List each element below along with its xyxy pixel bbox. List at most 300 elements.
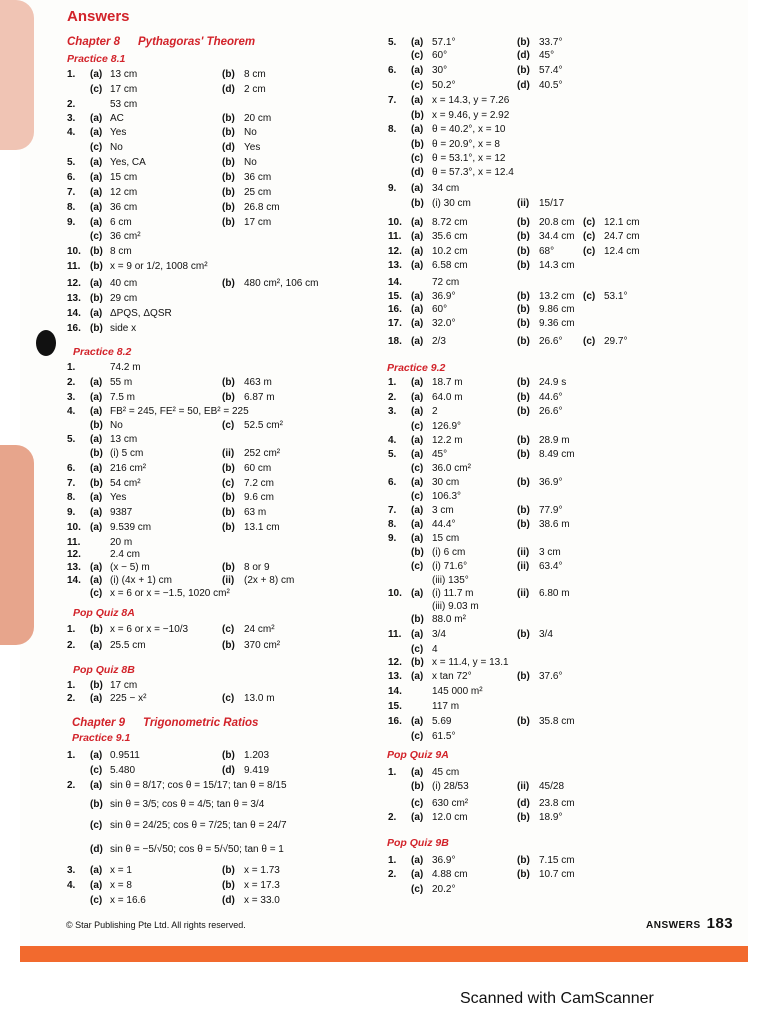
answer-value: 12.2 m [432, 435, 463, 446]
question-number: 18. [388, 336, 402, 347]
answer-value: 35.8 cm [539, 716, 575, 727]
answer-value: 38.6 m [539, 519, 570, 530]
question-number: 14. [67, 308, 81, 319]
question-number: 17. [388, 318, 402, 329]
part-label: (b) [517, 716, 530, 727]
part-label: (c) [583, 217, 596, 228]
part-label: (a) [90, 113, 103, 124]
part-label: (b) [222, 522, 235, 533]
part-label: (b) [517, 392, 530, 403]
part-label: (a) [90, 69, 103, 80]
answer-value: θ = 53.1°, x = 12 [432, 153, 506, 164]
answer-value: 54 cm² [110, 478, 141, 489]
answer-value: 8 cm [110, 246, 132, 257]
part-label: (a) [90, 217, 103, 228]
answer-value: ΔPQS, ΔQSR [110, 308, 172, 319]
part-label: (ii) [517, 561, 530, 572]
answer-value: x = 11.4, y = 13.1 [432, 657, 509, 668]
page-heading: Answers [67, 8, 130, 25]
question-number: 1. [67, 624, 76, 635]
answer-value: 40.5° [539, 80, 563, 91]
copyright-note: © Star Publishing Pte Ltd. All rights reserved. [66, 920, 246, 930]
part-label: (b) [517, 671, 530, 682]
answer-value: 12 cm [110, 187, 138, 198]
part-label: (c) [583, 291, 596, 302]
answer-value: 60 cm [244, 463, 272, 474]
part-label: (b) [222, 507, 235, 518]
part-label: (c) [90, 588, 103, 599]
answer-value: (iii) 9.03 m [432, 601, 479, 612]
part-label: (a) [411, 217, 424, 228]
answer-value: 44.4° [432, 519, 456, 530]
part-label: (b) [411, 781, 424, 792]
part-label: (b) [517, 336, 530, 347]
part-label: (c) [411, 798, 424, 809]
part-label: (d) [222, 765, 235, 776]
question-number: 5. [388, 37, 397, 48]
chapter-8-title: Pythagoras' Theorem [138, 36, 256, 48]
part-label: (b) [90, 624, 103, 635]
part-label: (a) [90, 522, 103, 533]
answers-label: ANSWERS [646, 920, 701, 931]
part-label: (b) [222, 157, 235, 168]
part-label: (b) [517, 519, 530, 530]
answer-value: 25.5 cm [110, 640, 146, 651]
answer-value: 20 m [110, 537, 133, 548]
answer-value: 36 cm [110, 202, 138, 213]
part-label: (a) [90, 434, 103, 445]
answer-value: (x − 5) m [110, 562, 150, 573]
question-number: 16. [388, 716, 402, 727]
answer-value: FB² = 245, FE² = 50, EB² = 225 [110, 406, 249, 417]
answer-value: 9.36 cm [539, 318, 575, 329]
part-label: (a) [411, 477, 424, 488]
part-label: (a) [90, 187, 103, 198]
answer-value: 17 cm [244, 217, 272, 228]
answer-value: 9387 [110, 507, 133, 518]
chapter-8-label: Chapter 8 [67, 36, 121, 48]
question-number: 12. [388, 246, 402, 257]
part-label: (a) [411, 533, 424, 544]
answer-value: 44.6° [539, 392, 563, 403]
part-label: (b) [90, 799, 103, 810]
part-label: (b) [222, 187, 235, 198]
question-number: 12. [67, 549, 81, 560]
answer-value: x = 8 [110, 880, 132, 891]
answer-value: (i) 11.7 m [432, 588, 474, 599]
finger-bottom [0, 445, 34, 645]
answer-value: 145 000 m² [432, 686, 483, 697]
page-footer [646, 915, 733, 932]
answer-value: 10.7 cm [539, 869, 575, 880]
part-label: (a) [411, 260, 424, 271]
answer-value: 15/17 [539, 198, 565, 209]
question-number: 7. [388, 95, 397, 106]
part-label: (d) [90, 844, 103, 855]
part-label: (a) [90, 377, 103, 388]
part-label: (b) [517, 65, 530, 76]
question-number: 6. [67, 463, 76, 474]
answer-value: 3/4 [432, 629, 446, 640]
question-number: 1. [388, 855, 397, 866]
part-label: (c) [411, 561, 424, 572]
part-label: (b) [411, 198, 424, 209]
answer-value: 106.3° [432, 491, 462, 502]
part-label: (b) [222, 127, 235, 138]
part-label: (a) [411, 65, 424, 76]
part-label: (b) [411, 547, 424, 558]
answer-value: 13.1 cm [244, 522, 280, 533]
part-label: (a) [411, 588, 424, 599]
part-label: (c) [90, 142, 103, 153]
part-label: (a) [411, 95, 424, 106]
part-label: (b) [222, 492, 235, 503]
question-number: 1. [388, 377, 397, 388]
question-number: 8. [388, 124, 397, 135]
part-label: (a) [411, 291, 424, 302]
question-number: 11. [388, 629, 402, 640]
part-label: (a) [411, 37, 424, 48]
part-label: (c) [90, 84, 103, 95]
part-label: (b) [517, 304, 530, 315]
part-label: (a) [90, 750, 103, 761]
part-label: (a) [90, 172, 103, 183]
question-number: 4. [388, 435, 397, 446]
part-label: (c) [222, 478, 235, 489]
answer-value: 32.0° [432, 318, 456, 329]
question-number: 1. [67, 750, 76, 761]
question-number: 1. [67, 362, 76, 373]
part-label: (c) [411, 463, 424, 474]
answer-value: 225 − x² [110, 693, 147, 704]
question-number: 2. [388, 392, 397, 403]
part-label: (b) [90, 680, 103, 691]
part-label: (a) [411, 505, 424, 516]
part-label: (b) [222, 202, 235, 213]
answer-value: (i) 30 cm [432, 198, 471, 209]
answer-value: 64.0 m [432, 392, 463, 403]
part-label: (d) [517, 80, 530, 91]
answer-value: 28.9 m [539, 435, 570, 446]
answer-value: 8 or 9 [244, 562, 270, 573]
part-label: (a) [90, 693, 103, 704]
answer-value: 45 cm [432, 767, 460, 778]
question-number: 2. [67, 780, 76, 791]
answer-value: 2 [432, 406, 438, 417]
question-number: 3. [67, 865, 76, 876]
part-label: (b) [90, 261, 103, 272]
answer-value: 6.87 m [244, 392, 275, 403]
answer-value: 52.5 cm² [244, 420, 283, 431]
answer-value: x = 6 or x = −1.5, 1020 cm² [110, 588, 230, 599]
part-label: (d) [222, 84, 235, 95]
answer-value: 14.3 cm [539, 260, 575, 271]
answer-value: 20.8 cm [539, 217, 575, 228]
question-number: 6. [67, 172, 76, 183]
part-label: (c) [222, 624, 235, 635]
part-label: (b) [222, 392, 235, 403]
question-number: 8. [388, 519, 397, 530]
question-number: 11. [67, 537, 81, 548]
answer-value: 63 m [244, 507, 267, 518]
part-label: (a) [90, 575, 103, 586]
part-label: (ii) [517, 547, 530, 558]
part-label: (c) [90, 820, 103, 831]
part-label: (ii) [517, 781, 530, 792]
question-number: 2. [388, 869, 397, 880]
answer-value: 6 cm [110, 217, 132, 228]
answer-value: 126.9° [432, 421, 462, 432]
answer-value: 33.7° [539, 37, 563, 48]
answer-value: 2 cm [244, 84, 266, 95]
part-label: (b) [222, 377, 235, 388]
answer-value: 34.4 cm [539, 231, 575, 242]
answer-value: 24.7 cm [604, 231, 640, 242]
answer-value: 26.6° [539, 336, 563, 347]
answer-value: (2x + 8) cm [244, 575, 295, 586]
question-number: 13. [67, 293, 81, 304]
answer-value: 9.6 cm [244, 492, 275, 503]
question-number: 10. [67, 522, 81, 533]
question-number: 1. [67, 69, 76, 80]
question-number: 11. [388, 231, 402, 242]
camscanner-watermark: Scanned with CamScanner [460, 990, 654, 1007]
answer-value: 63.4° [539, 561, 563, 572]
answer-value: 57.1° [432, 37, 456, 48]
question-number: 14. [388, 277, 402, 288]
question-number: 16. [67, 323, 81, 334]
part-label: (a) [90, 392, 103, 403]
part-label: (a) [90, 157, 103, 168]
part-label: (a) [90, 640, 103, 651]
part-label: (b) [517, 37, 530, 48]
part-label: (b) [222, 217, 235, 228]
question-number: 13. [67, 562, 81, 573]
part-label: (b) [517, 449, 530, 460]
part-label: (d) [222, 142, 235, 153]
part-label: (d) [411, 167, 424, 178]
question-number: 6. [388, 65, 397, 76]
answer-value: 9.539 cm [110, 522, 152, 533]
answer-value: Yes [110, 492, 127, 503]
part-label: (a) [90, 562, 103, 573]
part-label: (b) [517, 435, 530, 446]
answer-value: 7.15 cm [539, 855, 575, 866]
part-label: (a) [411, 869, 424, 880]
finger-top [0, 0, 34, 150]
question-number: 15. [388, 291, 402, 302]
part-label: (b) [222, 640, 235, 651]
answer-value: (i) 71.6° [432, 561, 468, 572]
question-number: 5. [388, 449, 397, 460]
answer-value: 36.9° [539, 477, 563, 488]
part-label: (c) [411, 153, 424, 164]
part-label: (a) [90, 865, 103, 876]
answer-value: AC [110, 113, 124, 124]
answer-value: 26.6° [539, 406, 563, 417]
part-label: (b) [90, 323, 103, 334]
answer-value: 117 m [432, 701, 460, 712]
answer-value: 216 cm² [110, 463, 147, 474]
part-label: (b) [517, 217, 530, 228]
answer-value: 8.49 cm [539, 449, 575, 460]
question-number: 6. [388, 477, 397, 488]
part-label: (b) [222, 865, 235, 876]
part-label: (a) [90, 463, 103, 474]
part-label: (b) [411, 110, 424, 121]
answer-value: sin θ = 8/17; cos θ = 15/17; tan θ = 8/15 [110, 780, 287, 791]
question-number: 8. [67, 492, 76, 503]
part-label: (c) [222, 420, 235, 431]
part-label: (ii) [517, 198, 530, 209]
part-label: (b) [517, 505, 530, 516]
part-label: (b) [90, 293, 103, 304]
answer-value: θ = 20.9°, x = 8 [432, 139, 500, 150]
answer-value: 25 cm [244, 187, 272, 198]
answer-value: 4 [432, 644, 438, 655]
part-label: (c) [411, 884, 424, 895]
part-label: (b) [90, 478, 103, 489]
question-number: 10. [388, 217, 402, 228]
answer-value: x = 1 [110, 865, 132, 876]
part-label: (a) [90, 308, 103, 319]
part-label: (b) [517, 377, 530, 388]
question-number: 4. [67, 880, 76, 891]
answer-value: 15 cm [110, 172, 138, 183]
question-number: 13. [388, 260, 402, 271]
answer-value: 36.9° [432, 855, 456, 866]
part-label: (a) [411, 671, 424, 682]
answer-value: 23.8 cm [539, 798, 575, 809]
part-label: (a) [411, 855, 424, 866]
part-label: (b) [222, 750, 235, 761]
section-practice-8-1: Practice 8.1 [67, 53, 126, 65]
answer-value: (i) 6 cm [432, 547, 466, 558]
answer-value: 3 cm [539, 547, 561, 558]
question-number: 9. [388, 183, 397, 194]
part-label: (a) [411, 519, 424, 530]
section-practice-9-2: Practice 9.2 [387, 362, 446, 374]
answer-value: 6.58 cm [432, 260, 468, 271]
question-number: 2. [67, 99, 76, 110]
binder-hole [36, 330, 56, 356]
chapter-9-title: Trigonometric Ratios [143, 717, 259, 729]
answer-value: sin θ = 3/5; cos θ = 4/5; tan θ = 3/4 [110, 799, 265, 810]
question-number: 10. [67, 246, 81, 257]
part-label: (c) [411, 731, 424, 742]
part-label: (a) [411, 124, 424, 135]
answer-value: 53.1° [604, 291, 628, 302]
answer-value: 60° [432, 304, 448, 315]
part-label: (a) [411, 767, 424, 778]
part-label: (b) [222, 463, 235, 474]
page-number: 183 [706, 915, 734, 932]
answer-value: 45/28 [539, 781, 565, 792]
question-number: 15. [388, 701, 402, 712]
answer-value: 72 cm [432, 277, 460, 288]
answer-value: No [110, 420, 123, 431]
answer-value: Yes, CA [110, 157, 146, 168]
part-label: (b) [517, 291, 530, 302]
answer-value: 13 cm [110, 69, 138, 80]
answer-value: No [244, 127, 257, 138]
answer-value: Yes [110, 127, 127, 138]
part-label: (a) [411, 406, 424, 417]
answer-value: 18.9° [539, 812, 563, 823]
answer-value: 5.69 [432, 716, 452, 727]
answer-value: 74.2 m [110, 362, 141, 373]
answer-value: 12.4 cm [604, 246, 640, 257]
answer-value: 30 cm [432, 477, 460, 488]
question-number: 5. [67, 434, 76, 445]
answer-value: 0.9511 [110, 750, 140, 761]
answer-value: 57.4° [539, 65, 563, 76]
answer-value: 4.88 cm [432, 869, 468, 880]
question-number: 3. [388, 406, 397, 417]
part-label: (c) [90, 231, 103, 242]
question-number: 14. [388, 686, 402, 697]
part-label: (a) [411, 812, 424, 823]
answer-value: side x [110, 323, 137, 334]
part-label: (b) [517, 477, 530, 488]
answer-value: x = 14.3, y = 7.26 [432, 95, 510, 106]
answer-value: 37.6° [539, 671, 563, 682]
part-label: (a) [411, 716, 424, 727]
part-label: (b) [517, 855, 530, 866]
part-label: (c) [411, 644, 424, 655]
part-label: (b) [222, 278, 235, 289]
part-label: (ii) [517, 588, 530, 599]
part-label: (a) [90, 127, 103, 138]
part-label: (b) [517, 406, 530, 417]
part-label: (b) [90, 448, 103, 459]
part-label: (a) [90, 202, 103, 213]
answer-value: (i) 5 cm [110, 448, 144, 459]
answer-value: 10.2 cm [432, 246, 468, 257]
answer-value: x = 6 or x = −10/3 [110, 624, 189, 635]
answer-value: 26.8 cm [244, 202, 280, 213]
answer-value: 18.7 m [432, 377, 463, 388]
answer-value: sin θ = −5/√50; cos θ = 5/√50; tan θ = 1 [110, 844, 284, 855]
question-number: 16. [388, 304, 402, 315]
part-label: (b) [517, 812, 530, 823]
answer-value: 35.6 cm [432, 231, 468, 242]
part-label: (a) [411, 377, 424, 388]
part-label: (b) [90, 246, 103, 257]
part-label: (a) [411, 246, 424, 257]
section-practice-9-1: Practice 9.1 [72, 732, 131, 744]
answer-value: x = 17.3 [244, 880, 280, 891]
question-number: 3. [67, 113, 76, 124]
part-label: (a) [411, 449, 424, 460]
question-number: 4. [67, 406, 76, 417]
answer-value: 12.1 cm [604, 217, 640, 228]
answer-value: (i) (4x + 1) cm [110, 575, 172, 586]
answer-value: θ = 57.3°, x = 12.4 [432, 167, 514, 178]
part-label: (a) [411, 231, 424, 242]
part-label: (a) [411, 435, 424, 446]
answer-value: 53 cm [110, 99, 138, 110]
answer-value: x = 16.6 [110, 895, 146, 906]
answer-value: 17 cm [110, 680, 138, 691]
part-label: (c) [411, 80, 424, 91]
answer-value: Yes [244, 142, 261, 153]
answer-value: 50.2° [432, 80, 456, 91]
part-label: (b) [517, 231, 530, 242]
part-label: (ii) [222, 448, 235, 459]
question-number: 7. [388, 505, 397, 516]
answer-value: 7.5 m [110, 392, 136, 403]
